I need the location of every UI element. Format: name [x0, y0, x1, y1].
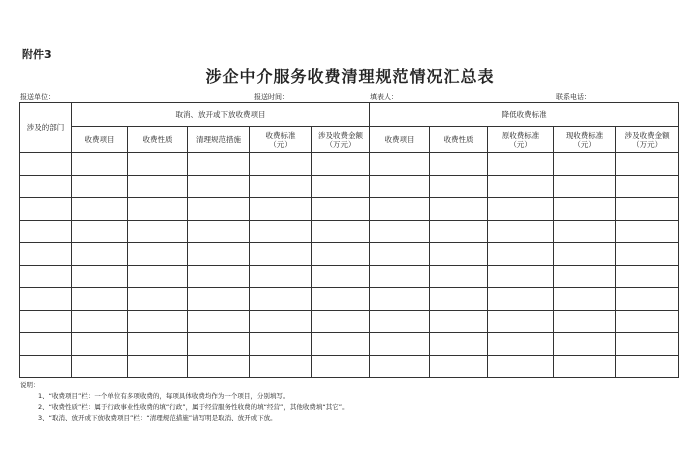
table-cell[interactable]: [72, 355, 128, 378]
table-cell[interactable]: [616, 175, 679, 198]
table-cell[interactable]: [72, 175, 128, 198]
table-cell[interactable]: [430, 220, 488, 243]
table-cell[interactable]: [488, 198, 554, 221]
table-cell[interactable]: [128, 198, 188, 221]
column-header-line: 现收费标准: [565, 130, 604, 140]
table-cell[interactable]: [312, 310, 370, 333]
table-row: [20, 288, 679, 311]
table-cell[interactable]: [430, 288, 488, 311]
department-header: 涉及的部门: [20, 103, 72, 153]
table-cell[interactable]: [250, 288, 312, 311]
column-header-line: （元）: [269, 139, 292, 149]
table-cell[interactable]: [72, 198, 128, 221]
table-cell[interactable]: [370, 355, 430, 378]
table-cell[interactable]: [20, 153, 72, 176]
summary-table: [19, 102, 679, 378]
table-cell[interactable]: [370, 153, 430, 176]
group-header-reduce: 降低收费标准: [370, 103, 679, 127]
table-cell[interactable]: [430, 355, 488, 378]
table-cell[interactable]: [312, 175, 370, 198]
table-cell[interactable]: [72, 265, 128, 288]
table-cell[interactable]: [20, 265, 72, 288]
table-cell[interactable]: [250, 310, 312, 333]
table-cell[interactable]: [20, 355, 72, 378]
column-header: [488, 127, 554, 153]
attachment-label: 附件3: [22, 48, 52, 61]
column-header-line: 收费项目: [384, 135, 415, 144]
table-cell[interactable]: [370, 220, 430, 243]
table-cell[interactable]: [554, 310, 616, 333]
column-header-line: （万元）: [325, 139, 356, 149]
table-cell[interactable]: [188, 153, 250, 176]
table-cell[interactable]: [370, 265, 430, 288]
table-cell[interactable]: [554, 243, 616, 266]
table-cell[interactable]: [554, 153, 616, 176]
table-cell[interactable]: [128, 265, 188, 288]
table-row: [20, 265, 679, 288]
table-cell[interactable]: [430, 310, 488, 333]
column-header: [554, 127, 616, 153]
column-header: [430, 127, 488, 153]
table-cell[interactable]: [20, 288, 72, 311]
table-cell[interactable]: [488, 310, 554, 333]
note-item-1: 1、“收费项目”栏：一个单位有多项收费的，每项具体收费均作为一个项目，分别填写。: [38, 392, 290, 400]
table-cell[interactable]: [312, 220, 370, 243]
column-header: [128, 127, 188, 153]
notes: [20, 380, 349, 424]
table-cell[interactable]: [128, 310, 188, 333]
table-cell[interactable]: [554, 265, 616, 288]
table-cell[interactable]: [370, 288, 430, 311]
table-row: [20, 355, 679, 378]
table-cell[interactable]: [312, 265, 370, 288]
table-cell[interactable]: [128, 243, 188, 266]
table-row: [20, 153, 679, 176]
table-cell[interactable]: [430, 265, 488, 288]
table-cell[interactable]: [312, 243, 370, 266]
column-header-line: 涉及收费金额: [318, 130, 364, 140]
column-header-line: （万元）: [632, 139, 663, 149]
table-cell[interactable]: [20, 333, 72, 356]
column-header: [312, 127, 370, 153]
column-header-line: 涉及收费金额: [624, 130, 670, 140]
table-cell[interactable]: [312, 288, 370, 311]
table-cell[interactable]: [616, 333, 679, 356]
column-header: [370, 127, 430, 153]
table-cell[interactable]: [488, 243, 554, 266]
table-cell[interactable]: [250, 333, 312, 356]
filler-label: 填表人：: [370, 93, 398, 101]
table-cell[interactable]: [72, 153, 128, 176]
table-cell[interactable]: [188, 355, 250, 378]
table-cell[interactable]: [430, 153, 488, 176]
column-header-line: 收费标准: [265, 130, 296, 140]
table-cell[interactable]: [312, 355, 370, 378]
table-cell[interactable]: [188, 288, 250, 311]
table-cell[interactable]: [20, 198, 72, 221]
table-cell[interactable]: [72, 310, 128, 333]
table-cell[interactable]: [616, 153, 679, 176]
table-cell[interactable]: [488, 220, 554, 243]
column-header: [250, 127, 312, 153]
column-header: [188, 127, 250, 153]
column-header-line: 收费性质: [443, 135, 474, 144]
table-cell[interactable]: [250, 355, 312, 378]
table-cell[interactable]: [616, 243, 679, 266]
table-cell[interactable]: [430, 243, 488, 266]
table-cell[interactable]: [250, 198, 312, 221]
table-cell[interactable]: [430, 175, 488, 198]
table-cell[interactable]: [554, 175, 616, 198]
table-cell[interactable]: [72, 333, 128, 356]
table-cell[interactable]: [312, 333, 370, 356]
table-cell[interactable]: [72, 220, 128, 243]
table-cell[interactable]: [488, 288, 554, 311]
table-cell[interactable]: [312, 153, 370, 176]
table-cell[interactable]: [128, 288, 188, 311]
subheader-row: [20, 127, 679, 153]
table-cell[interactable]: [554, 220, 616, 243]
group-header-cancel: 取消、放开或下放收费项目: [72, 103, 370, 127]
table-cell[interactable]: [128, 175, 188, 198]
table-cell[interactable]: [554, 288, 616, 311]
table-cell[interactable]: [250, 220, 312, 243]
column-header-line: 收费性质: [142, 135, 173, 144]
note-item-2: 2、“收费性质”栏：属于行政事业性收费的填“行政”，属于经营服务性收费的填“经营”，其他收费填“其它”。: [38, 403, 349, 411]
table-cell[interactable]: [616, 288, 679, 311]
table-cell[interactable]: [20, 243, 72, 266]
table-cell[interactable]: [20, 310, 72, 333]
notes-heading: 说明：: [20, 381, 40, 389]
column-header: [72, 127, 128, 153]
table-cell[interactable]: [188, 198, 250, 221]
table-cell[interactable]: [616, 310, 679, 333]
table-cell[interactable]: [188, 175, 250, 198]
form-title: 涉企中介服务收费清理规范情况汇总表: [205, 67, 495, 86]
table-cell[interactable]: [554, 198, 616, 221]
table-row: [20, 243, 679, 266]
table-cell[interactable]: [616, 198, 679, 221]
table-cell[interactable]: [370, 310, 430, 333]
table-cell[interactable]: [488, 355, 554, 378]
table-cell[interactable]: [72, 288, 128, 311]
table-cell[interactable]: [554, 333, 616, 356]
table-cell[interactable]: [370, 243, 430, 266]
table-cell[interactable]: [128, 153, 188, 176]
submit-time-label: 报送时间：: [254, 93, 289, 101]
table-row: [20, 310, 679, 333]
table-cell[interactable]: [72, 243, 128, 266]
table-cell[interactable]: [616, 355, 679, 378]
table-row: [20, 333, 679, 356]
table-cell[interactable]: [250, 175, 312, 198]
table-cell[interactable]: [488, 153, 554, 176]
table-cell[interactable]: [488, 265, 554, 288]
table-cell[interactable]: [188, 333, 250, 356]
table-row: [20, 198, 679, 221]
table-cell[interactable]: [128, 355, 188, 378]
table-cell[interactable]: [430, 198, 488, 221]
column-header-line: （元）: [509, 139, 532, 149]
table-cell[interactable]: [370, 175, 430, 198]
column-header-line: 清理规范措施: [196, 135, 241, 144]
phone-label: 联系电话：: [556, 93, 591, 101]
table-cell[interactable]: [250, 265, 312, 288]
table-cell[interactable]: [250, 153, 312, 176]
table-cell[interactable]: [20, 220, 72, 243]
table-cell[interactable]: [616, 265, 679, 288]
table-cell[interactable]: [430, 333, 488, 356]
column-header-line: 原收费标准: [501, 130, 540, 140]
table-cell[interactable]: [128, 333, 188, 356]
table-cell[interactable]: [370, 333, 430, 356]
table-cell[interactable]: [554, 355, 616, 378]
table-cell[interactable]: [188, 265, 250, 288]
table-row: [20, 220, 679, 243]
table-cell[interactable]: [188, 220, 250, 243]
table-row: [20, 175, 679, 198]
column-header: [616, 127, 679, 153]
table-cell[interactable]: [488, 175, 554, 198]
table-cell[interactable]: [312, 198, 370, 221]
table-cell[interactable]: [250, 243, 312, 266]
table-cell[interactable]: [616, 220, 679, 243]
note-item-3: 3、“取消、放开或下放收费项目”栏：“清理规范措施”请写明是取消、放开或下放。: [38, 414, 277, 422]
column-header-line: 收费项目: [84, 135, 115, 144]
table-cell[interactable]: [488, 333, 554, 356]
table-cell[interactable]: [188, 243, 250, 266]
table-cell[interactable]: [370, 198, 430, 221]
table-cell[interactable]: [188, 310, 250, 333]
table-cell[interactable]: [128, 220, 188, 243]
table-cell[interactable]: [20, 175, 72, 198]
column-header-line: （元）: [573, 139, 596, 149]
reporting-unit-label: 报送单位：: [20, 93, 55, 101]
